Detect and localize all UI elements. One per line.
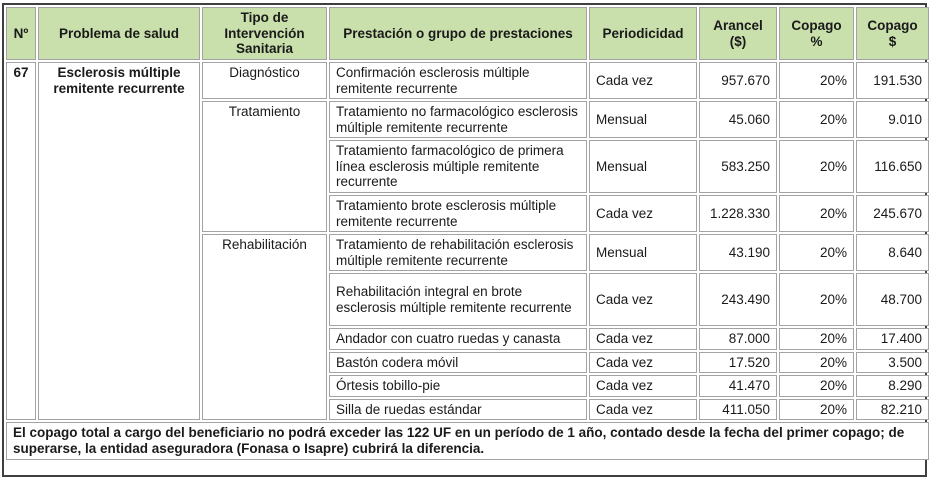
- header-row: [6, 7, 929, 60]
- cell-prestacion: Órtesis tobillo-pie: [329, 375, 587, 397]
- cell-prestacion: Tratamiento brote esclerosis múltiple remitente recurrente: [329, 195, 587, 232]
- cell-periodicidad: Cada vez: [589, 328, 697, 350]
- ges-coverage-table: [4, 5, 931, 462]
- cell-arancel: 17.520: [699, 352, 777, 374]
- col-header-periodicidad: Periodicidad: [589, 7, 697, 60]
- cell-prestacion: Tratamiento farmacológico de primera línea esclerosis múltiple remitente recurrente: [329, 140, 587, 193]
- cell-arancel: 411.050: [699, 399, 777, 421]
- cell-arancel: 243.490: [699, 273, 777, 326]
- cell-prestacion: Silla de ruedas estándar: [329, 399, 587, 421]
- cell-periodicidad: Cada vez: [589, 399, 697, 421]
- cell-problema-salud: Esclerosis múltiple remitente recurrente: [38, 62, 200, 420]
- col-header-prestacion: Prestación o grupo de prestaciones: [329, 7, 587, 60]
- cell-arancel: 87.000: [699, 328, 777, 350]
- cell-copago-pct: 20%: [779, 234, 854, 271]
- cell-prestacion: Andador con cuatro ruedas y canasta: [329, 328, 587, 350]
- col-header-copago-pct: Copago %: [779, 7, 854, 60]
- cell-arancel: 45.060: [699, 101, 777, 138]
- cell-copago-pct: 20%: [779, 195, 854, 232]
- cell-periodicidad: Cada vez: [589, 352, 697, 374]
- col-header-copago-monto: Copago $: [856, 7, 929, 60]
- cell-copago-pct: 20%: [779, 328, 854, 350]
- cell-periodicidad: Cada vez: [589, 62, 697, 99]
- cell-arancel: 583.250: [699, 140, 777, 193]
- cell-prestacion: Tratamiento de rehabilitación esclerosis múltiple remitente recurrente: [329, 234, 587, 271]
- cell-prestacion: Rehabilitación integral en brote esclerosis múltiple remitente recurrente: [329, 273, 587, 326]
- cell-prestacion: Confirmación esclerosis múltiple remitente recurrente: [329, 62, 587, 99]
- cell-copago-monto: 8.290: [856, 375, 929, 397]
- ges-table-frame: [2, 3, 927, 477]
- cell-copago-monto: 245.670: [856, 195, 929, 232]
- cell-periodicidad: Mensual: [589, 140, 697, 193]
- cell-copago-monto: 8.640: [856, 234, 929, 271]
- cell-copago-monto: 17.400: [856, 328, 929, 350]
- cell-copago-monto: 191.530: [856, 62, 929, 99]
- cell-tipo-rehabilitacion: Rehabilitación: [202, 234, 327, 420]
- table-row: [6, 62, 929, 99]
- cell-copago-monto: 48.700: [856, 273, 929, 326]
- cell-periodicidad: Cada vez: [589, 195, 697, 232]
- col-header-arancel: Arancel ($): [699, 7, 777, 60]
- cell-periodicidad: Mensual: [589, 234, 697, 271]
- cell-periodicidad: Cada vez: [589, 375, 697, 397]
- cell-row-number: 67: [6, 62, 36, 420]
- cell-copago-monto: 3.500: [856, 352, 929, 374]
- cell-copago-pct: 20%: [779, 101, 854, 138]
- cell-copago-pct: 20%: [779, 62, 854, 99]
- cell-arancel: 43.190: [699, 234, 777, 271]
- cell-arancel: 41.470: [699, 375, 777, 397]
- col-header-problema-salud: Problema de salud: [38, 7, 200, 60]
- cell-copago-pct: 20%: [779, 140, 854, 193]
- copago-limit-note: El copago total a cargo del beneficiario no podrá exceder las 122 UF en un período de 1 año, contado desde la fecha del primer copago; de superarse, la entidad aseguradora (Fonasa o Isapre) cubrirá la diferencia.: [6, 422, 929, 460]
- cell-copago-monto: 9.010: [856, 101, 929, 138]
- cell-prestacion: Tratamiento no farmacológico esclerosis múltiple remitente recurrente: [329, 101, 587, 138]
- col-header-tipo-intervencion: Tipo de Intervención Sanitaria: [202, 7, 327, 60]
- cell-copago-pct: 20%: [779, 375, 854, 397]
- cell-copago-monto: 82.210: [856, 399, 929, 421]
- cell-tipo-tratamiento: Tratamiento: [202, 101, 327, 232]
- col-header-numero: Nº: [6, 7, 36, 60]
- cell-prestacion: Bastón codera móvil: [329, 352, 587, 374]
- cell-arancel: 957.670: [699, 62, 777, 99]
- cell-copago-pct: 20%: [779, 273, 854, 326]
- footer-row: [6, 422, 929, 460]
- cell-periodicidad: Cada vez: [589, 273, 697, 326]
- cell-copago-pct: 20%: [779, 399, 854, 421]
- cell-arancel: 1.228.330: [699, 195, 777, 232]
- cell-copago-monto: 116.650: [856, 140, 929, 193]
- cell-copago-pct: 20%: [779, 352, 854, 374]
- cell-tipo-diagnostico: Diagnóstico: [202, 62, 327, 99]
- cell-periodicidad: Mensual: [589, 101, 697, 138]
